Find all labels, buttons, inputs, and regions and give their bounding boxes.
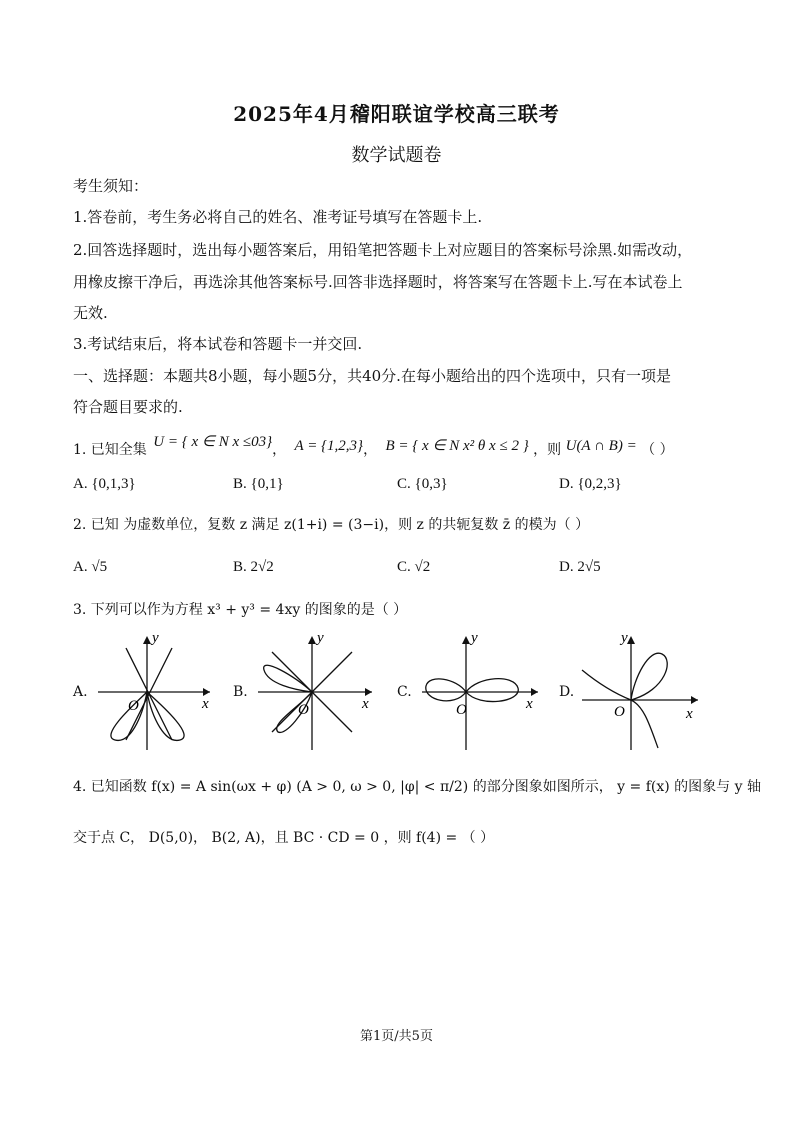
section-1-line-2: 符合题目要求的. <box>73 398 183 416</box>
q3b-y-label: y <box>317 630 324 646</box>
q1-set-b: B = { x ∈ N x² θ x ≤ 2 } <box>385 438 529 454</box>
question-4-line-1: 4. 已知函数 f(x) = A sin(ωx + φ) (A > 0, ω > 0, |φ| < π/2) 的部分图象如图所示， y = f(x) 的图象与 y 轴 <box>73 779 761 795</box>
q3a-origin-label: O <box>128 698 139 714</box>
q1-option-c: C. {0,3} <box>397 476 448 492</box>
notice-heading: 考生须知： <box>73 177 149 195</box>
q3b-x-label: x <box>362 696 369 712</box>
page-subtitle: 数学试题卷 <box>351 145 442 166</box>
notice-item-1: 1.答卷前，考生务必将自己的姓名、准考证号填写在答题卡上. <box>73 208 483 226</box>
notice-item-3: 3.考试结束后，将本试卷和答题卡一并交回. <box>73 335 363 353</box>
q2-option-c: C. √2 <box>397 559 431 575</box>
q2-option-b: B. 2√2 <box>233 559 274 575</box>
question-2: 2. 已知 为虚数单位，复数 z 满足 z(1+i) = (3−i)，则 z 的共轭复数 z̄ 的模为（ ） <box>73 517 590 533</box>
page-title: 2025年4月稽阳联谊学校高三联考 <box>233 102 560 126</box>
notice-item-2-line-1: 2.回答选择题时，选出每小题答案后，用铅笔把答题卡上对应题目的答案标号涂黑.如需改动， <box>73 241 693 259</box>
q1-set-a: A = {1,2,3} <box>294 438 364 454</box>
q1-option-a: A. {0,1,3} <box>73 476 136 492</box>
q1-option-d: D. {0,2,3} <box>559 476 622 492</box>
q3a-x-label: x <box>202 696 209 712</box>
question-4-line-2: 交于点 C， D(5,0)， B(2, A)，且 BC · CD = 0 ，则 f(4) = （ ） <box>73 830 495 846</box>
q1-option-b: B. {0,1} <box>233 476 284 492</box>
q3-graph-b <box>250 628 380 753</box>
notice-item-2-line-3: 无效. <box>73 304 108 322</box>
q3d-y-label: y <box>621 630 628 646</box>
q1-set-u: U = { x ∈ N x ≤03} <box>153 434 273 450</box>
q3c-x-label: x <box>526 696 533 712</box>
q3-label-c: C. <box>397 684 412 700</box>
q3-label-b: B. <box>233 684 248 700</box>
notice-item-2-line-2: 用橡皮擦干净后，再选涂其他答案标号.回答非选择题时，将答案写在答题卡上.写在本试卷上 <box>73 273 683 291</box>
question-1: 1. 已知全集 U = { x ∈ N x ≤03}， A = {1,2,3}， B = { x ∈ N x² θ x ≤ 2 } ，则 U(A ∩ B) = （ ） <box>73 434 674 458</box>
q1-prefix: 1. 已知全集 <box>73 442 147 458</box>
q3c-y-label: y <box>471 630 478 646</box>
q2-option-a: A. √5 <box>73 559 108 575</box>
q3c-origin-label: O <box>456 702 467 718</box>
q3-label-a: A. <box>73 684 88 700</box>
q1-then: ，则 <box>533 442 562 458</box>
page-footer: 第1页/共5页 <box>360 1029 433 1044</box>
section-1-line-1: 一、选择题：本题共8小题，每小题5分，共40分.在每小题给出的四个选项中，只有一项是 <box>73 367 671 385</box>
q3d-origin-label: O <box>614 704 625 720</box>
q3a-y-label: y <box>152 630 159 646</box>
q3b-origin-label: O <box>298 702 309 718</box>
q3-graph-a <box>90 628 220 753</box>
q1-expression: U(A ∩ B) = <box>565 438 637 454</box>
q3-graph-c <box>414 628 544 753</box>
question-3: 3. 下列可以作为方程 x³ + y³ = 4xy 的图象的是（ ） <box>73 602 408 618</box>
q3-label-d: D. <box>559 684 575 700</box>
q3-graph-d <box>574 628 704 753</box>
q1-paren: （ ） <box>641 442 674 458</box>
q2-option-d: D. 2√5 <box>559 559 601 575</box>
q3d-x-label: x <box>686 706 693 722</box>
